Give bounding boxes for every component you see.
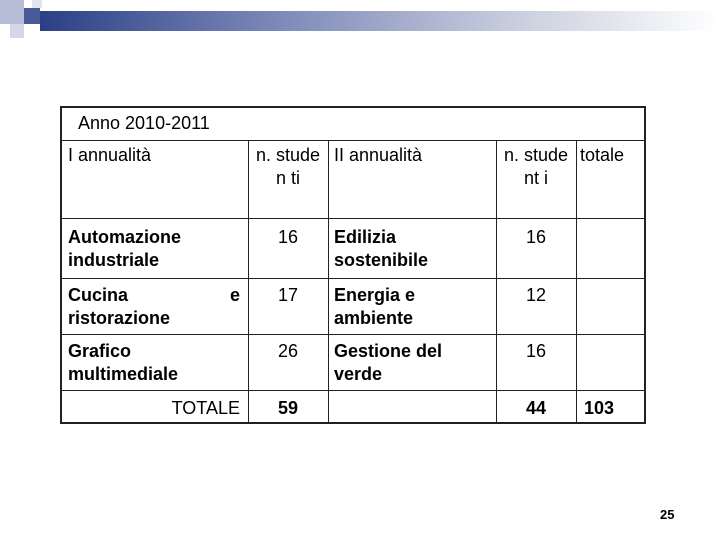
table-row-course-2: Edilizia sostenibile bbox=[334, 227, 429, 270]
divider bbox=[62, 334, 644, 335]
decor-square bbox=[10, 24, 24, 38]
header-totale: totale bbox=[580, 145, 625, 165]
table-row-n2: 16 bbox=[525, 227, 547, 247]
table-title: Anno 2010-2011 bbox=[78, 113, 210, 133]
header-n-studenti-1: n. studen ti bbox=[255, 145, 321, 188]
table-row-n1: 16 bbox=[277, 227, 299, 247]
header-i-annualita: I annualità bbox=[68, 145, 152, 165]
table-row-n2: 16 bbox=[525, 341, 547, 361]
decor-square bbox=[0, 0, 24, 24]
header-n-studenti-2: n. student i bbox=[503, 145, 569, 188]
table-row-course-1: Cucina e ristorazione bbox=[68, 285, 240, 328]
divider bbox=[62, 390, 644, 391]
totals-n1: 59 bbox=[277, 398, 299, 418]
totals-grand-total: 103 bbox=[584, 398, 615, 418]
header-gradient-bar bbox=[40, 11, 720, 31]
page-number: 25 bbox=[660, 507, 675, 522]
divider bbox=[328, 140, 329, 422]
divider bbox=[62, 218, 644, 219]
table-row-n1: 17 bbox=[277, 285, 299, 305]
totals-n2: 44 bbox=[525, 398, 547, 418]
table-row-course-2: Energia e ambiente bbox=[334, 285, 416, 328]
table-row-course-1: Automazione industriale bbox=[68, 227, 182, 270]
enrollment-table bbox=[60, 106, 646, 424]
table-row-course-1: Grafico multimediale bbox=[68, 341, 179, 384]
table-row-course-2: Gestione del verde bbox=[334, 341, 443, 384]
table-row-n2: 12 bbox=[525, 285, 547, 305]
divider bbox=[496, 140, 497, 422]
header-ii-annualita: II annualità bbox=[334, 145, 423, 165]
decor-square bbox=[24, 8, 40, 24]
divider bbox=[62, 278, 644, 279]
divider bbox=[248, 140, 249, 422]
divider bbox=[62, 140, 644, 141]
divider bbox=[576, 140, 577, 422]
totals-label: TOTALE bbox=[171, 398, 240, 418]
table-row-n1: 26 bbox=[277, 341, 299, 361]
decor-square bbox=[32, 0, 42, 8]
